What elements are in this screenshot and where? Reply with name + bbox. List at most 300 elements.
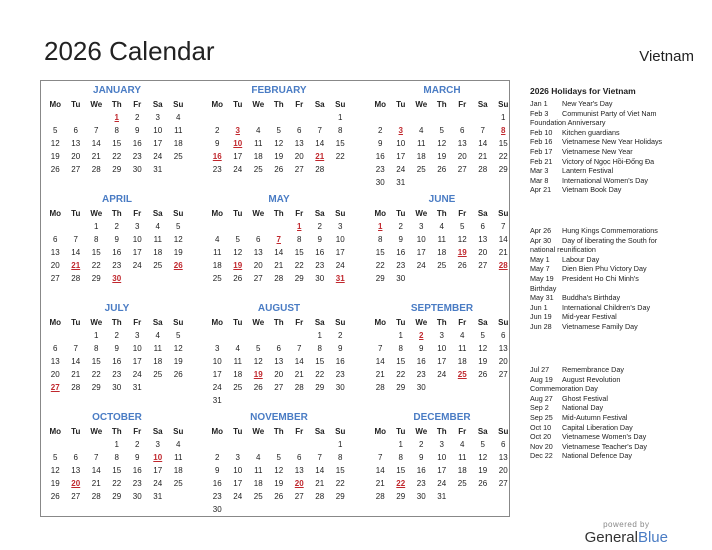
day-cell: 6 [73,453,78,462]
day-cell: 24 [233,492,243,501]
day-cell: 28 [71,274,81,283]
day-cell: 22 [112,152,122,161]
weekday-header: Mo [374,100,387,109]
day-cell: 21 [91,152,101,161]
day-cell: 21 [91,479,101,488]
weekday-header: Fr [133,209,142,218]
day-cell: 2 [317,222,322,231]
holiday-name: Vietnam Book Day [562,185,622,195]
holiday-day: 10 [233,139,243,148]
weekday-header: We [415,427,428,436]
day-cell: 2 [135,113,140,122]
day-cell: 7 [378,344,383,353]
day-cell: 22 [315,370,325,379]
day-cell: 12 [50,466,60,475]
weekday-header: Th [111,209,122,218]
empty-cell [289,438,310,451]
weekday-header: Su [335,427,346,436]
month-april [47,193,187,285]
empty-cell [45,438,66,451]
empty-cell [45,220,66,233]
day-cell: 30 [132,165,142,174]
weekday-header: We [252,427,265,436]
empty-cell [289,111,310,124]
day-cell: 13 [498,344,508,353]
weekday-header: Sa [477,209,488,218]
day-cell: 26 [457,261,467,270]
holiday-row [530,375,705,385]
day-cell: 6 [460,126,465,135]
empty-cell [228,220,249,233]
weekday-header: Fr [295,318,304,327]
day-cell: 8 [114,453,119,462]
weekday-header: Mo [211,100,224,109]
weekday-header: Th [273,427,284,436]
day-cell: 27 [478,261,488,270]
empty-cell [310,438,331,451]
holiday-day: 3 [398,126,403,135]
holiday-day: 19 [233,261,243,270]
day-cell: 20 [498,357,508,366]
day-cell: 5 [439,126,444,135]
day-cell: 27 [71,165,81,174]
day-cell: 11 [174,126,183,135]
month-october [47,411,187,503]
day-cell: 19 [478,357,488,366]
day-cell: 22 [335,479,345,488]
day-cell: 19 [50,152,60,161]
weekday-header: Th [436,100,447,109]
day-cell: 9 [135,126,140,135]
holiday-date: Apr 21 [530,185,552,195]
weekday-header: Sa [314,209,325,218]
empty-cell [207,111,228,124]
weekday-header: We [90,209,103,218]
day-cell: 21 [478,152,488,161]
holiday-day: 7 [276,235,281,244]
brand-logo [585,529,668,546]
holiday-name: Victory of Ngọc Hồi-Đống Đa [562,156,655,166]
day-cell: 11 [174,453,183,462]
day-cell: 7 [378,453,383,462]
day-cell: 16 [212,479,222,488]
holiday-row [530,423,705,433]
holiday-list-title: 2026 Holidays for Vietnam [530,86,636,96]
day-cell: 12 [274,466,284,475]
holiday-name: Dien Bien Phu Victory Day [562,264,647,274]
day-cell: 9 [215,139,220,148]
day-cell: 12 [478,453,488,462]
day-cell: 6 [501,331,506,340]
day-cell: 20 [274,370,284,379]
day-cell: 13 [253,248,263,257]
holiday-day: 1 [297,222,302,231]
holiday-name: National Day [562,403,604,413]
month-name: JULY [104,303,130,314]
day-cell: 30 [315,274,325,283]
day-cell: 7 [317,126,322,135]
holiday-row [530,128,705,138]
weekday-header: Mo [374,318,387,327]
weekday-header: Su [173,100,184,109]
day-cell: 10 [416,235,426,244]
brand-general: General [584,529,638,546]
empty-cell [248,438,269,451]
empty-cell [269,438,290,451]
day-cell: 24 [396,165,406,174]
day-cell: 14 [375,466,385,475]
country-label: Vietnam [639,48,694,65]
empty-cell [370,111,391,124]
holiday-date: May 31 [530,293,554,303]
weekday-header: Th [436,427,447,436]
day-cell: 18 [457,466,467,475]
day-cell: 8 [317,344,322,353]
empty-cell [473,111,494,124]
holiday-name: Foundation Anniversary [530,118,606,128]
day-cell: 11 [213,248,222,257]
month-name: NOVEMBER [250,412,308,423]
day-cell: 27 [294,492,304,501]
day-cell: 17 [212,370,222,379]
day-cell: 1 [114,440,119,449]
day-cell: 4 [176,113,181,122]
day-cell: 12 [457,235,467,244]
weekday-header: Mo [49,427,62,436]
day-cell: 17 [233,479,243,488]
holiday-name: Mid-Autumn Festival [562,412,628,422]
day-cell: 10 [132,344,142,353]
day-cell: 7 [94,453,99,462]
weekday-header: We [415,318,428,327]
day-cell: 17 [396,152,406,161]
day-cell: 1 [501,113,506,122]
weekday-header: Tu [233,427,243,436]
holiday-name: Capital Liberation Day [562,422,633,432]
day-cell: 15 [315,357,325,366]
weekday-header: We [252,100,265,109]
day-cell: 15 [498,139,508,148]
day-cell: 29 [396,492,406,501]
weekday-header: Su [173,427,184,436]
day-cell: 2 [114,222,119,231]
month-name: MAY [268,194,290,205]
day-cell: 3 [419,222,424,231]
day-cell: 27 [50,274,60,283]
weekday-header: Th [436,209,447,218]
day-cell: 30 [396,274,406,283]
day-cell: 12 [173,344,183,353]
day-cell: 20 [294,152,304,161]
day-cell: 11 [254,139,263,148]
day-cell: 30 [375,178,385,187]
holiday-day: 27 [50,383,60,392]
empty-cell [370,329,391,342]
holiday-row [530,284,705,294]
holiday-row [530,109,705,119]
day-cell: 21 [71,370,81,379]
day-cell: 7 [480,126,485,135]
day-cell: 18 [153,357,163,366]
page-title: 2026 Calendar [44,36,215,66]
weekday-header: Th [436,318,447,327]
holiday-name: Vietnamese New Year [562,146,633,156]
weekday-header: Sa [477,427,488,436]
day-cell: 13 [71,139,81,148]
holiday-name: National Defence Day [562,451,632,461]
day-cell: 1 [398,440,403,449]
day-cell: 9 [114,235,119,244]
day-cell: 20 [498,466,508,475]
day-cell: 11 [417,139,426,148]
day-cell: 2 [378,126,383,135]
day-cell: 24 [437,479,447,488]
day-cell: 23 [212,165,222,174]
empty-cell [86,111,107,124]
day-cell: 16 [112,357,122,366]
day-cell: 28 [91,492,101,501]
weekday-header: Th [111,100,122,109]
day-cell: 23 [375,165,385,174]
holiday-day: 30 [112,274,122,283]
empty-cell [411,111,432,124]
holiday-name: President Ho Chi Minh's [562,273,639,283]
holiday-row [530,264,705,274]
day-cell: 11 [254,466,263,475]
day-cell: 23 [315,261,325,270]
day-cell: 14 [375,357,385,366]
day-cell: 25 [212,274,222,283]
holiday-name: New Year's Day [562,99,613,108]
holiday-date: Oct 10 [530,422,552,432]
day-cell: 30 [335,383,345,392]
holiday-name: Commemoration Day [530,384,598,394]
day-cell: 23 [212,492,222,501]
day-cell: 8 [94,235,99,244]
day-cell: 11 [458,453,467,462]
holiday-date: Feb 21 [530,156,553,166]
weekday-header: Su [335,318,346,327]
holiday-group [530,226,705,332]
holiday-row [530,413,705,423]
weekday-header: Sa [314,100,325,109]
day-cell: 28 [375,492,385,501]
brand-blue: Blue [637,529,668,546]
day-cell: 7 [73,344,78,353]
holiday-row [530,394,705,404]
day-cell: 14 [315,466,325,475]
day-cell: 6 [73,126,78,135]
weekday-header: Mo [49,209,62,218]
day-cell: 29 [112,492,122,501]
day-cell: 11 [233,357,242,366]
day-cell: 14 [498,235,508,244]
day-cell: 19 [173,357,183,366]
holiday-date: Aug 19 [530,374,553,384]
empty-cell [207,438,228,451]
weekday-header: We [415,100,428,109]
day-cell: 13 [294,139,304,148]
day-cell: 9 [419,344,424,353]
day-cell: 13 [294,466,304,475]
day-cell: 18 [173,139,183,148]
day-cell: 10 [396,139,406,148]
day-cell: 16 [132,139,142,148]
day-cell: 10 [437,344,447,353]
day-cell: 20 [50,370,60,379]
weekday-header: Tu [71,100,81,109]
weekday-header: Su [498,318,509,327]
day-cell: 29 [91,274,101,283]
day-cell: 10 [335,235,345,244]
day-cell: 12 [253,357,263,366]
weekday-header: Sa [477,318,488,327]
holiday-name: Buddha's Birthday [562,293,621,303]
holiday-date: May 19 [530,273,554,283]
day-cell: 7 [297,344,302,353]
holiday-name: Lantern Festival [562,166,614,176]
holiday-date: Jun 28 [530,321,552,331]
day-cell: 3 [439,440,444,449]
month-march [372,84,512,189]
day-cell: 19 [437,152,447,161]
holiday-date: Jan 1 [530,99,548,108]
weekday-header: Fr [133,318,142,327]
empty-cell [228,438,249,451]
month-november [209,411,349,516]
holiday-day: 1 [114,113,119,122]
day-cell: 25 [153,370,163,379]
day-cell: 3 [235,453,240,462]
day-cell: 27 [498,479,508,488]
weekday-header: We [90,427,103,436]
day-cell: 10 [212,357,222,366]
day-cell: 25 [253,165,263,174]
holiday-row [530,185,705,195]
month-name: FEBRUARY [251,85,307,96]
empty-cell [45,111,66,124]
weekday-header: Fr [458,100,467,109]
day-cell: 13 [50,357,60,366]
holiday-day: 16 [212,152,222,161]
day-cell: 14 [274,248,284,257]
day-cell: 20 [71,152,81,161]
weekday-header: Su [335,209,346,218]
holiday-date: Oct 20 [530,432,552,442]
empty-cell [86,438,107,451]
day-cell: 7 [501,222,506,231]
day-cell: 9 [114,344,119,353]
weekday-header: Su [498,427,509,436]
weekday-header: Fr [458,318,467,327]
day-cell: 10 [233,466,243,475]
holiday-row [530,303,705,313]
holiday-name: International Children's Day [562,302,651,312]
empty-cell [66,220,87,233]
holiday-name: Kitchen guardians [562,127,620,137]
holiday-row [530,166,705,176]
day-cell: 10 [132,235,142,244]
weekday-header: Su [173,318,184,327]
day-cell: 30 [416,383,426,392]
day-cell: 29 [91,383,101,392]
holiday-row [530,312,705,322]
month-january [47,84,187,176]
day-cell: 16 [416,466,426,475]
day-cell: 18 [253,479,263,488]
day-cell: 18 [173,466,183,475]
day-cell: 8 [398,344,403,353]
holiday-date: Aug 27 [530,393,553,403]
day-cell: 8 [338,453,343,462]
holiday-date: Jul 27 [530,365,550,374]
day-cell: 8 [398,453,403,462]
day-cell: 24 [153,479,163,488]
day-cell: 26 [274,165,284,174]
weekday-header: Sa [314,427,325,436]
holiday-name: Mid-year Festival [562,312,617,322]
day-cell: 17 [416,248,426,257]
weekday-header: Tu [233,209,243,218]
holiday-row [530,176,705,186]
weekday-header: Fr [295,427,304,436]
weekday-header: Fr [133,100,142,109]
day-cell: 12 [233,248,243,257]
holiday-date: Apr 26 [530,226,552,235]
weekday-header: Tu [396,209,406,218]
day-cell: 4 [419,126,424,135]
holiday-date: Feb 17 [530,146,553,156]
day-cell: 24 [132,370,142,379]
day-cell: 6 [297,453,302,462]
day-cell: 15 [335,139,345,148]
day-cell: 18 [153,248,163,257]
day-cell: 17 [153,466,163,475]
day-cell: 5 [480,331,485,340]
weekday-header: Sa [314,318,325,327]
day-cell: 16 [396,248,406,257]
day-cell: 29 [335,492,345,501]
day-cell: 19 [274,479,284,488]
day-cell: 28 [478,165,488,174]
holiday-date: Sep 25 [530,412,553,422]
weekday-header: Mo [49,318,62,327]
day-cell: 1 [338,440,343,449]
day-cell: 11 [437,235,446,244]
day-cell: 22 [335,152,345,161]
weekday-header: We [252,209,265,218]
month-name: AUGUST [257,303,301,314]
empty-cell [269,329,290,342]
day-cell: 15 [294,248,304,257]
day-cell: 29 [396,383,406,392]
day-cell: 4 [256,126,261,135]
holiday-day: 25 [457,370,467,379]
day-cell: 25 [253,492,263,501]
empty-cell [370,438,391,451]
month-december [372,411,512,503]
day-cell: 18 [457,357,467,366]
holiday-row [530,147,705,157]
day-cell: 21 [294,370,304,379]
day-cell: 3 [215,344,220,353]
weekday-header: Fr [458,209,467,218]
weekday-header: Su [498,209,509,218]
weekday-header: Th [273,209,284,218]
holiday-day: 21 [71,261,81,270]
day-cell: 23 [112,370,122,379]
day-cell: 6 [53,344,58,353]
